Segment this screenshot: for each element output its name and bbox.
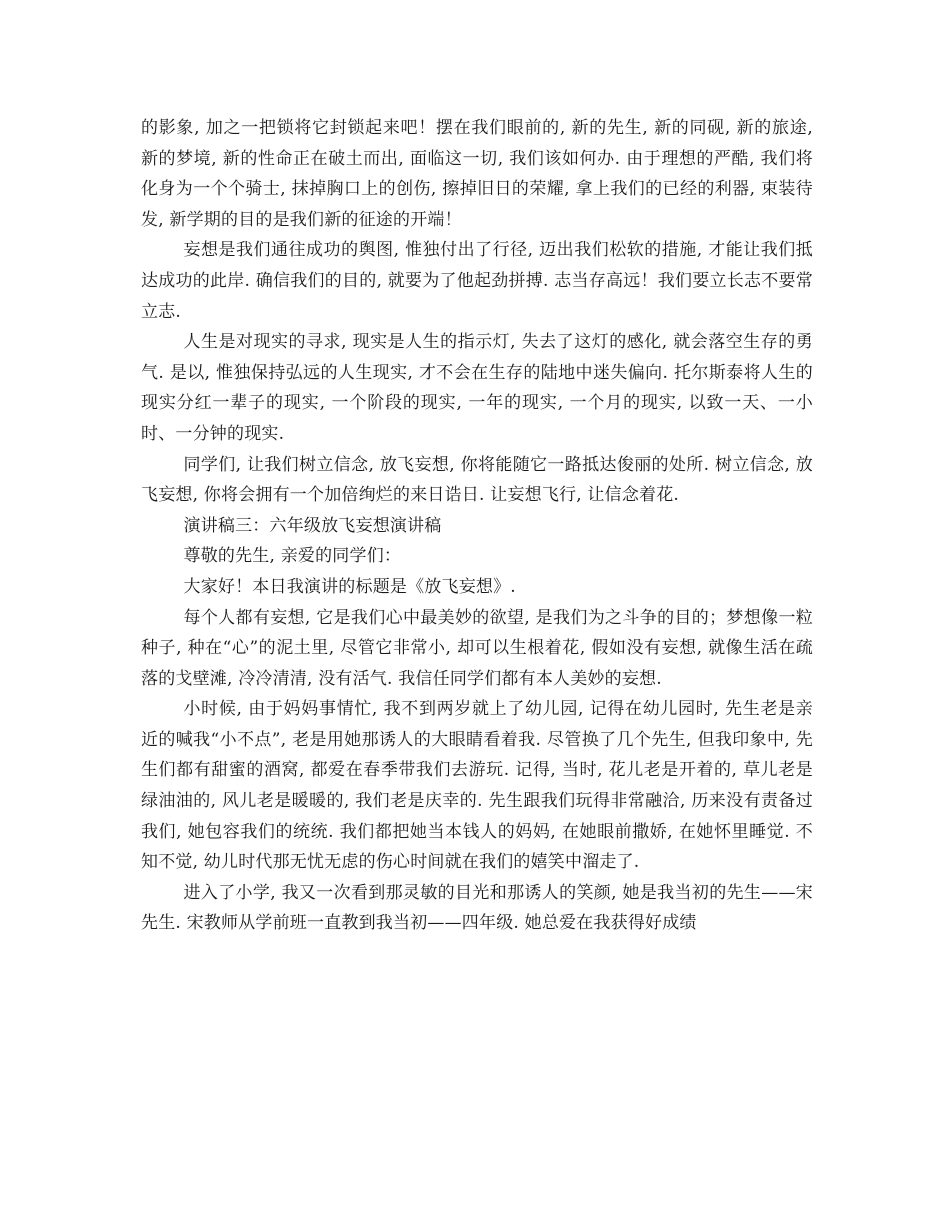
paragraph-3: 人生是对现实的寻求, 现实是人生的指示灯, 失去了这灯的感化, 就会落空生存的勇气. 是以, 惟独保持弘远的人生现实, 才不会在生存的陆地中迷失偏向. 托尔斯泰将人生的现实分红一辈子的现实, 一个阶段的现实, 一年的现实, 一个月的现实, 以致一天、一小时、一分钟的现实. <box>141 332 813 444</box>
document-body <box>141 113 813 939</box>
section-heading: 演讲稿三：六年级放飞妄想演讲稿 <box>183 515 442 536</box>
paragraph-9: 小时候, 由于妈妈事情忙, 我不到两岁就上了幼儿园, 记得在幼儿园时, 先生老是亲近的喊我“小不点”, 老是用她那诱人的大眼睛看着我. 尽管换了几个先生, 但我印象中, 先生们都有甜蜜的酒窝, 都爱在春季带我们去游玩. 记得, 当时, 花儿老是开着的, 草儿老是绿油油的, 风儿老是暖暖的, 我们老是庆幸的. 先生跟我们玩得非常融洽, 历来没有责备过我们, 她包容我们的统统. 我们都把她当本钱人的妈妈, 在她眼前撒娇, 在她怀里睡觉. 不知不觉, 幼儿时代那无忧无虑的伤心时间就在我们的嬉笑中溜走了. <box>141 699 813 873</box>
greeting: 大家好！本日我演讲的标题是《放飞妄想》. <box>183 576 516 597</box>
paragraph-8: 每个人都有妄想, 它是我们心中最美妙的欲望, 是我们为之斗争的目的；梦想像一粒种子, 种在“心”的泥土里, 尽管它非常小, 却可以生根着花, 假如没有妄想, 就像生活在疏落的戈壁滩, 冷冷清清, 没有活气. 我信任同学们都有本人美妙的妄想. <box>141 607 813 689</box>
salutation: 尊敬的先生, 亲爱的同学们： <box>183 546 402 567</box>
paragraph-2: 妄想是我们通往成功的舆图, 惟独付出了行径, 迈出我们松软的措施, 才能让我们抵达成功的此岸. 确信我们的目的, 就要为了他起劲拼搏. 志当存高远！我们要立长志不要常立志. <box>141 240 813 322</box>
paragraph-10: 进入了小学, 我又一次看到那灵敏的目光和那诱人的笑颜, 她是我当初的先生——宋先生. 宋教师从学前班一直教到我当初——四年级. 她总爱在我获得好成绩 <box>141 882 813 934</box>
paragraph-4: 同学们, 让我们树立信念, 放飞妄想, 你将能随它一路抵达俊丽的处所. 树立信念, 放飞妄想, 你将会拥有一个加倍绚烂的来日诰日. 让妄想飞行, 让信念着花. <box>141 454 813 506</box>
paragraph-1: 的影象, 加之一把锁将它封锁起来吧！摆在我们眼前的, 新的先生, 新的同砚, 新的旅途, 新的梦境, 新的性命正在破土而出, 面临这一切, 我们该如何办. 由于理想的严酷, 我们将化身为一个个骑士, 抹掉胸口上的创伤, 擦掉旧日的荣耀, 拿上我们的已经的利器, 束装待发, 新学期的目的是我们新的征途的开端！ <box>141 118 813 230</box>
